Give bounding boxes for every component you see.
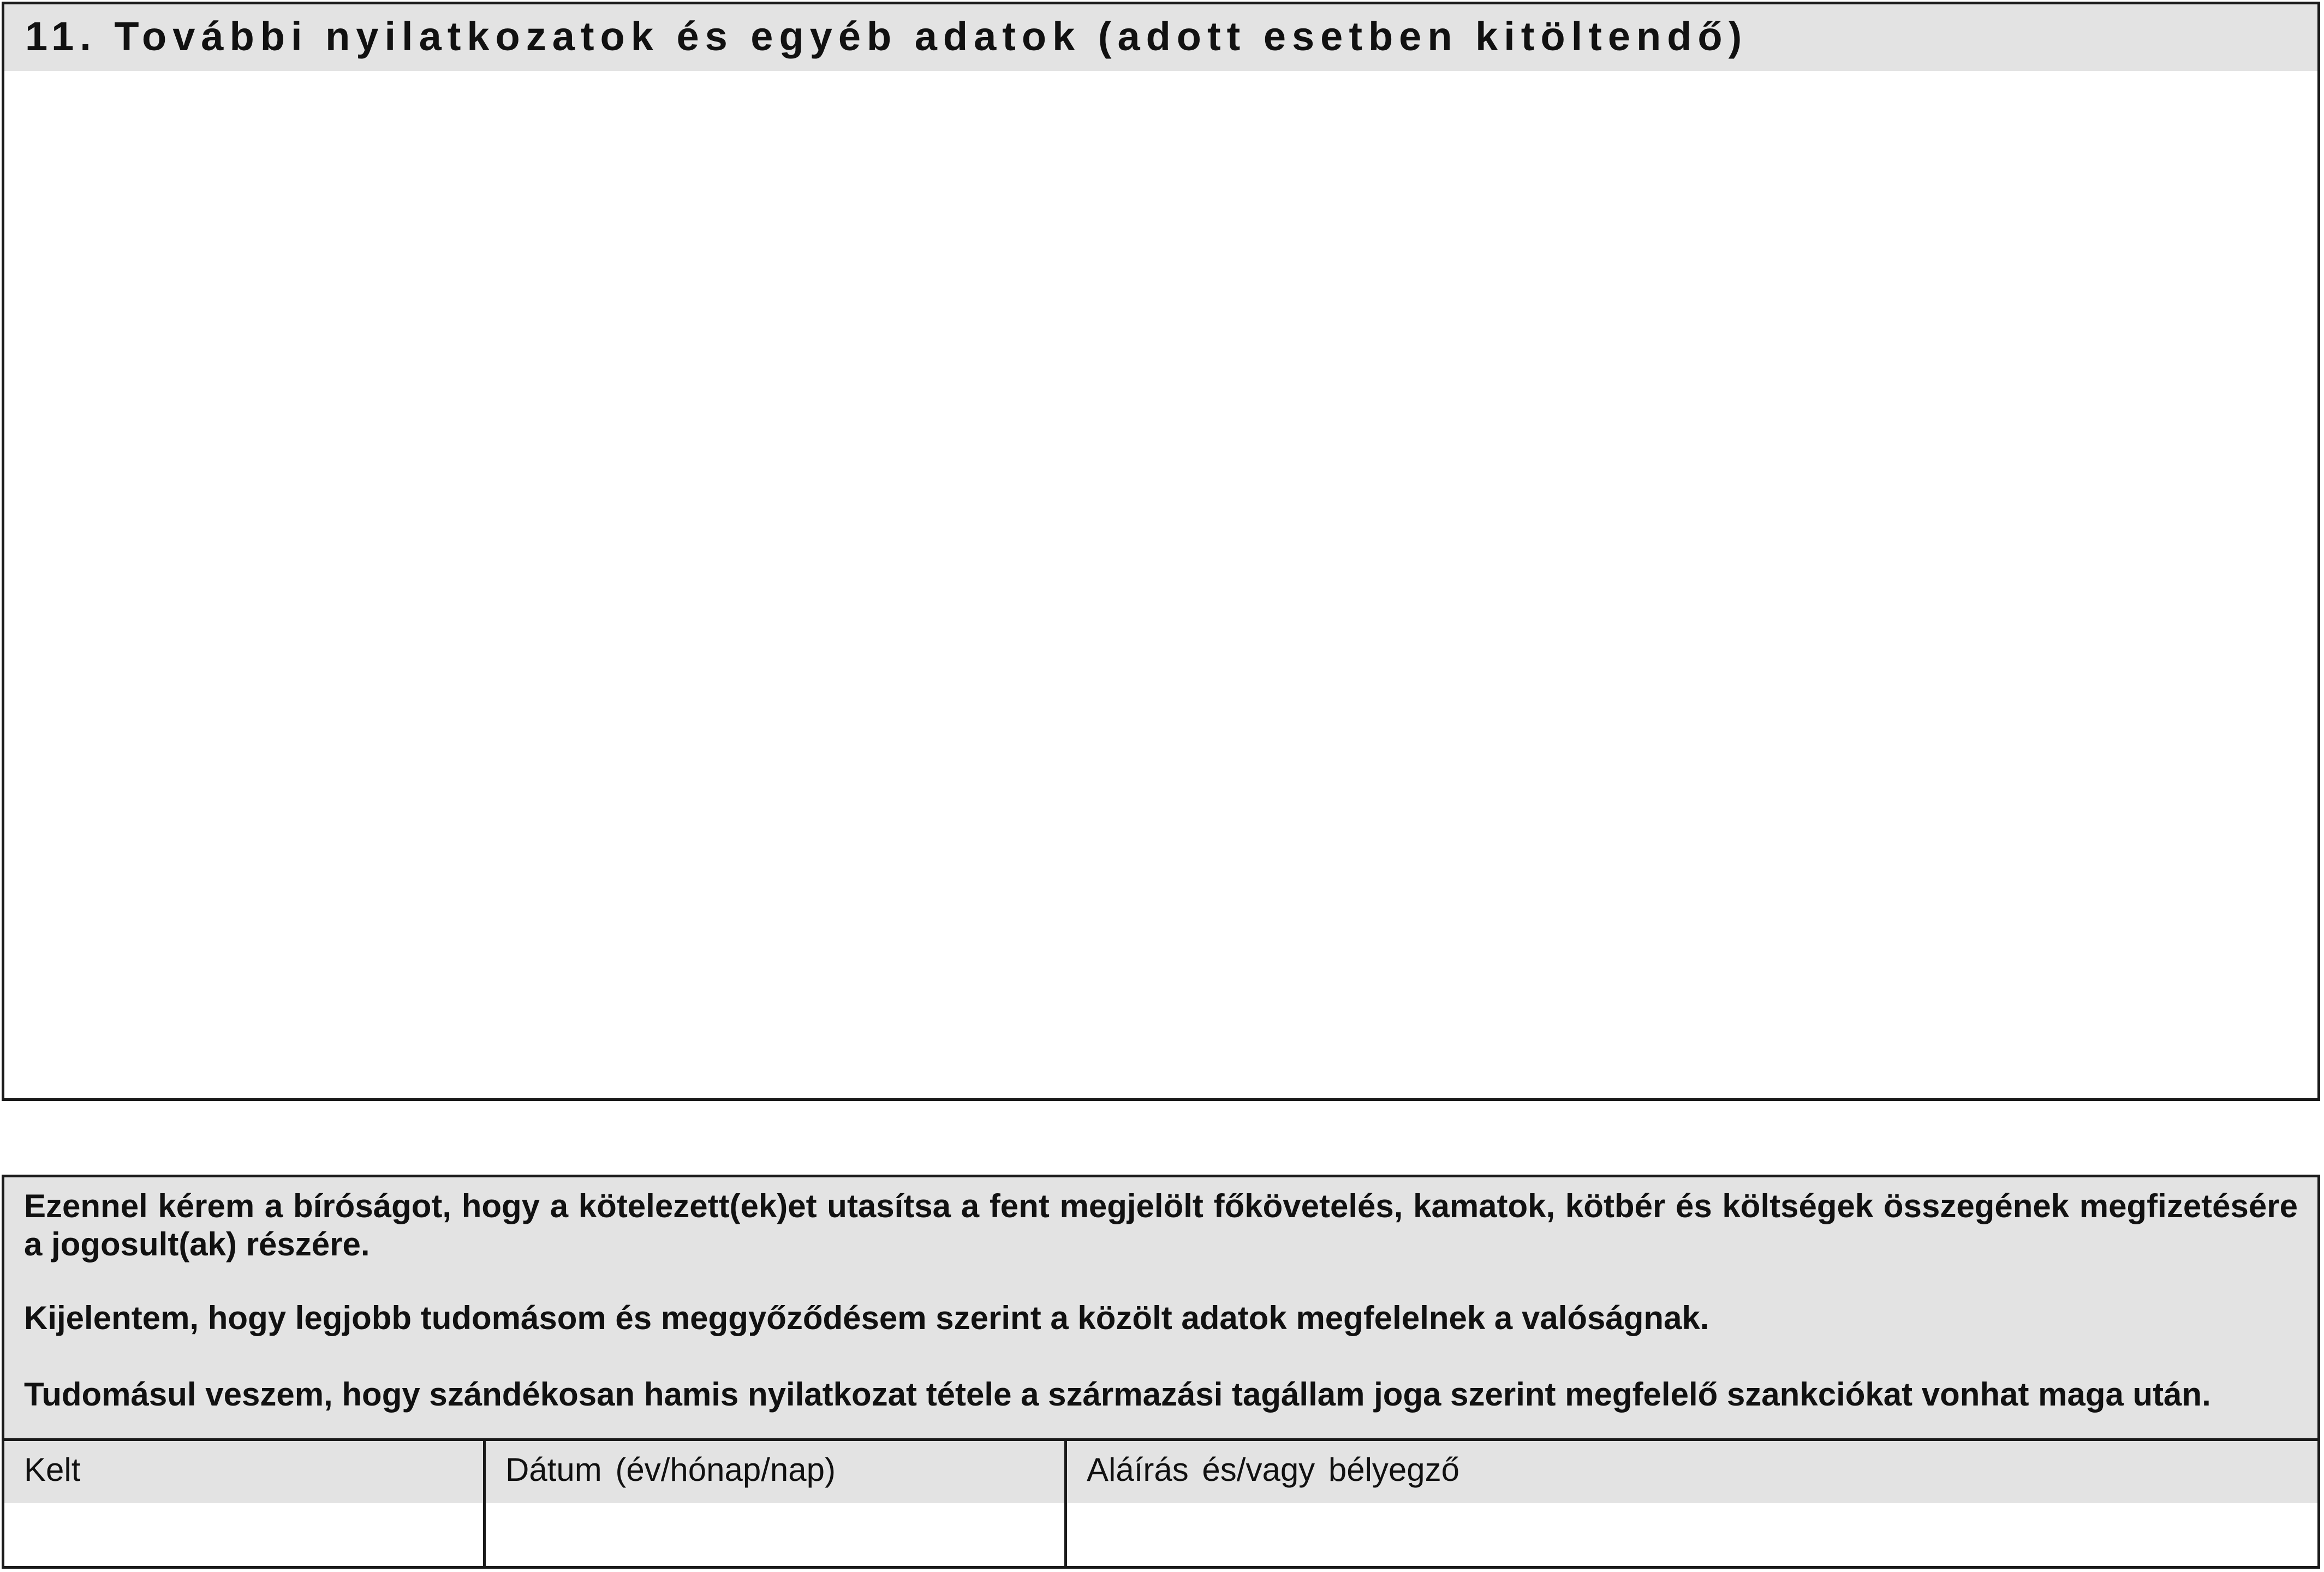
date-label: Dátum (év/hónap/nap) [505, 1451, 836, 1488]
date-cell-header [486, 1441, 1064, 1503]
place-label: Kelt [24, 1451, 81, 1488]
date-cell [486, 1441, 1067, 1566]
place-cell-header [4, 1441, 483, 1503]
declaration-paragraph-truth: Kijelentem, hogy legjobb tudomásom és meggyőződésem szerint a közölt adatok megfelelnek a valóságnak. [24, 1300, 1709, 1336]
signature-row [4, 1441, 2317, 1566]
section-title: 11. További nyilatkozatok és egyéb adatok (adott esetben kitöltendő) [25, 14, 1748, 59]
signature-cell-header [1067, 1441, 2317, 1503]
further-statements-input-area[interactable] [4, 71, 2317, 1098]
declaration-box [2, 1175, 2320, 1569]
signature-field[interactable] [1067, 1503, 2317, 1566]
signature-cell [1067, 1441, 2317, 1566]
further-statements-section [2, 2, 2320, 1101]
declaration-paragraph-request: Ezennel kérem a bíróságot, hogy a kötelezett(ek)et utasítsa a fent megjelölt főkövetelés, kamatok, kötbér és költségek összegének megfizetésére a jogosult(ak) részére. [24, 1188, 2298, 1263]
place-field[interactable] [4, 1503, 483, 1566]
signature-label: Aláírás és/vagy bélyegző [1087, 1451, 1460, 1488]
section-header [4, 4, 2317, 71]
declaration-paragraph-sanctions: Tudomásul veszem, hogy szándékosan hamis nyilatkozat tétele a származási tagállam joga szerint megfelelő szankciókat vonhat maga után. [24, 1376, 2211, 1413]
declaration-text-area [4, 1177, 2317, 1441]
place-cell [4, 1441, 486, 1566]
date-field[interactable] [486, 1503, 1064, 1566]
